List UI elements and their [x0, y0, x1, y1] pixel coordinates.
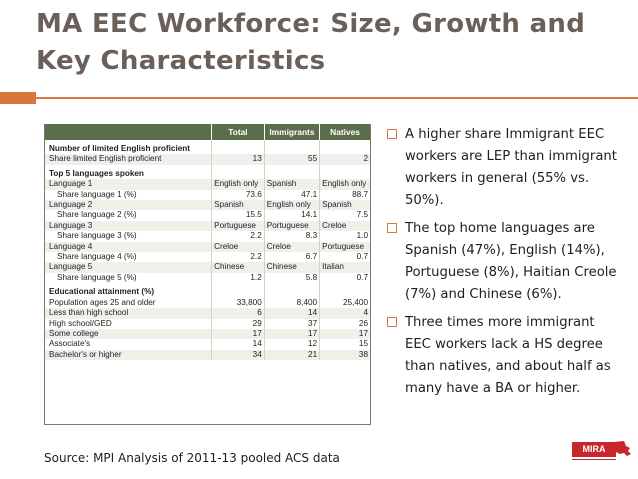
table-row: [45, 329, 370, 339]
massachusetts-map-icon: [612, 438, 632, 464]
table-cell: [212, 165, 265, 179]
bullet-box-icon: [387, 129, 397, 139]
table-row: [45, 242, 370, 252]
logo-underline: [572, 459, 616, 466]
table-row-label: Share language 1 (%): [57, 189, 137, 199]
table-header-natives: Natives: [320, 124, 370, 140]
table-cell: Creloe: [320, 221, 370, 231]
table-section-row: [45, 165, 370, 179]
table-cell: 38: [320, 350, 370, 360]
table-cell: 26: [320, 319, 370, 329]
data-table: [44, 124, 371, 425]
table-cell: 34: [212, 350, 265, 360]
table-cell: 88.7: [320, 190, 370, 200]
table-cell: English only: [212, 179, 265, 189]
table-row: [45, 350, 370, 360]
table-section-row: [45, 140, 370, 154]
title-divider-line: [36, 97, 638, 99]
table-cell: 47.1: [264, 190, 319, 200]
title-accent-bar: [0, 92, 36, 104]
table-cell: English only: [264, 200, 319, 210]
table-row: [45, 200, 370, 210]
bullet-box-icon: [387, 223, 397, 233]
table-row-label: Language 1: [45, 179, 212, 189]
table-header-total: Total: [212, 124, 265, 140]
table-row-label: Share language 2 (%): [57, 210, 137, 220]
table-body: [45, 140, 370, 360]
source-note: Source: MPI Analysis of 2011-13 pooled ACS data: [44, 451, 340, 465]
table-cell: 14.1: [264, 210, 319, 220]
table-cell: 21: [264, 350, 319, 360]
table-row-label: Share language 4 (%): [57, 252, 137, 262]
table-row-label: Number of limited English proficient: [49, 144, 191, 153]
table-row-label: Population ages 25 and older: [49, 297, 156, 307]
table-cell: 15.5: [212, 210, 265, 220]
table-cell: 0.7: [320, 273, 370, 283]
table-cell: 5.8: [264, 273, 319, 283]
table-row-label: Language 3: [45, 221, 212, 231]
table-row: [45, 231, 370, 241]
slide-title: MA EEC Workforce: Size, Growth and Key Characteristics: [36, 9, 586, 76]
table-cell: [320, 140, 370, 154]
table-cell: Chinese: [212, 262, 265, 272]
table-cell: Chinese: [264, 262, 319, 272]
table-cell: [320, 283, 370, 297]
table-cell: Portuguese: [212, 221, 265, 231]
bullet-item: [387, 218, 619, 306]
table-row: [45, 190, 370, 200]
table-cell: [264, 140, 319, 154]
table-row-label: Share language 5 (%): [57, 272, 137, 282]
table-cell: Portuguese: [264, 221, 319, 231]
table-row: [45, 221, 370, 231]
bullet-text: A higher share Immigrant EEC workers are LEP than immigrant workers in general (55% vs. 50%).: [405, 127, 617, 208]
table-row-label: Some college: [45, 329, 212, 339]
bullet-text: Three times more immigrant EEC workers lack a HS degree than natives, and about half as many have a BA or higher.: [405, 315, 611, 396]
table-cell: 2.2: [212, 252, 265, 262]
table-row-label: Less than high school: [45, 308, 212, 318]
table-cell: 13: [212, 154, 265, 164]
table-cell: 29: [212, 319, 265, 329]
table-cell: 33,800: [212, 298, 265, 308]
table-row-label: Educational attainment (%): [49, 287, 155, 297]
table-cell: 37: [264, 319, 319, 329]
bullet-item: [387, 124, 619, 212]
table-cell: Spanish: [212, 200, 265, 210]
table-cell: 25,400: [320, 298, 370, 308]
table-cell: 7.5: [320, 210, 370, 220]
table-row: [45, 252, 370, 262]
table-row-label: Language 2: [45, 200, 212, 210]
table-row: [45, 262, 370, 272]
table-row-label: Top 5 languages spoken: [49, 168, 144, 178]
table-row: [45, 298, 370, 308]
logo-wordmark: MIRA: [572, 442, 616, 457]
table-cell: 8,400: [264, 298, 319, 308]
table-row: [45, 179, 370, 189]
table-row-label: Share limited English proficient: [45, 154, 212, 164]
table-cell: 14: [212, 339, 265, 349]
table-cell: 17: [212, 329, 265, 339]
table-header-row: [45, 124, 370, 140]
table-header-blank: [45, 124, 212, 140]
table-cell: [212, 283, 265, 297]
table-row: [45, 308, 370, 318]
table-row-label: High school/GED: [49, 318, 112, 328]
table-row-label: Share language 3 (%): [57, 231, 137, 241]
table-cell: 1.0: [320, 231, 370, 241]
table-cell: 6: [212, 308, 265, 318]
table-row-label: Language 5: [45, 262, 212, 272]
table-cell: 15: [320, 339, 370, 349]
table-cell: [264, 165, 319, 179]
table-row: [45, 154, 370, 164]
mira-logo: [572, 436, 632, 470]
table-cell: English only: [320, 179, 370, 189]
table-cell: [212, 140, 265, 154]
table-row: [45, 210, 370, 220]
table-cell: Italian: [320, 262, 370, 272]
bullet-item: [387, 312, 619, 400]
table-cell: 0.7: [320, 252, 370, 262]
table-cell: 8.3: [264, 231, 319, 241]
table-row-label: Associate's: [49, 339, 91, 349]
table-cell: 17: [264, 329, 319, 339]
table-row: [45, 319, 370, 329]
bullet-list: [387, 124, 619, 406]
bullet-box-icon: [387, 317, 397, 327]
table-cell: Creloe: [212, 242, 265, 252]
table-cell: [264, 283, 319, 297]
table-cell: 1.2: [212, 273, 265, 283]
table-header-immigrants: Immigrants: [264, 124, 319, 140]
table-row: [45, 273, 370, 283]
table-cell: Creloe: [264, 242, 319, 252]
bullet-text: The top home languages are Spanish (47%), English (14%), Portuguese (8%), Haitian Creole (7%) and Chinese (6%).: [405, 221, 617, 302]
table-row-label: Bachelor's or higher: [45, 350, 212, 360]
table-cell: Portuguese: [320, 242, 370, 252]
table-cell: 73.6: [212, 190, 265, 200]
table-section-row: [45, 283, 370, 297]
table-cell: Spanish: [320, 200, 370, 210]
table-cell: 55: [264, 154, 319, 164]
table-cell: 14: [264, 308, 319, 318]
table-cell: [320, 165, 370, 179]
table-row: [45, 339, 370, 349]
table-cell: 2.2: [212, 231, 265, 241]
table-row-label: Language 4: [45, 242, 212, 252]
table-cell: 6.7: [264, 252, 319, 262]
table-cell: Spanish: [264, 179, 319, 189]
table-cell: 17: [320, 329, 370, 339]
table-cell: 4: [320, 308, 370, 318]
table-cell: 12: [264, 339, 319, 349]
table-cell: 2: [320, 154, 370, 164]
